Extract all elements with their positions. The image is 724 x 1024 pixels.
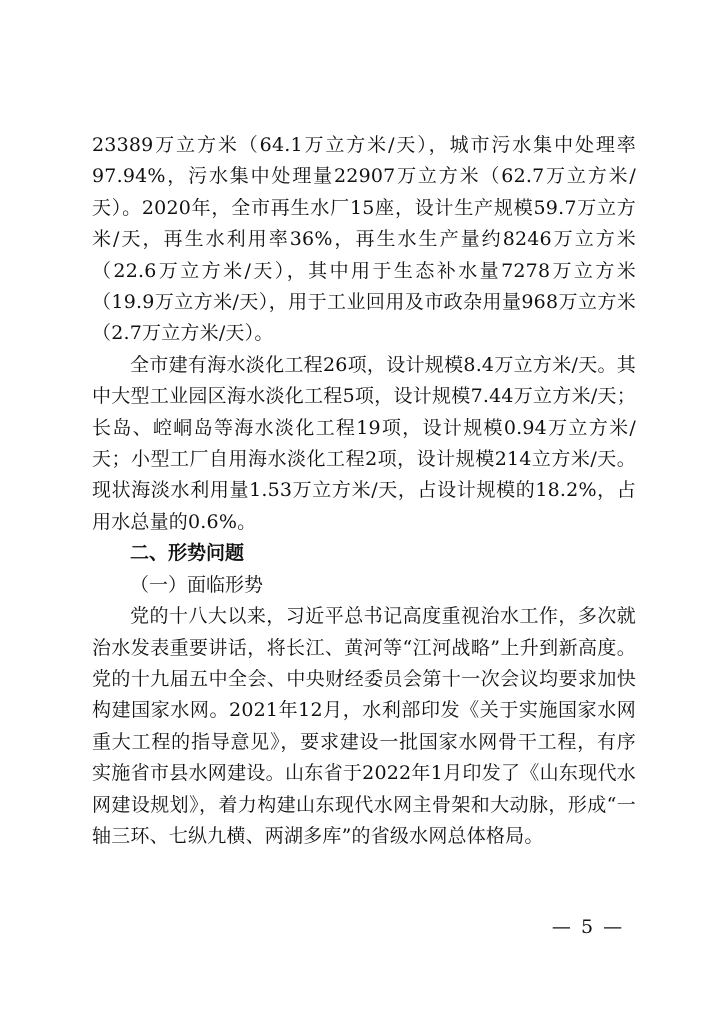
document-body	[92, 130, 636, 852]
paragraph-desalination: 全市建有海水淡化工程26项，设计规模8.4万立方米/天。其中大型工业园区海水淡化工程5项，设计规模7.44万立方米/天；长岛、崆峒岛等海水淡化工程19项，设计规模0.94万立方米/天；小型工厂自用海水淡化工程2项，设计规模214立方米/天。现状海淡水利用量1.53万立方米/天，占设计规模的18.2%，占用水总量的0.6%。	[92, 353, 636, 533]
subsection-heading: （一）面临形势	[130, 573, 264, 596]
page-number: — 5 —	[551, 916, 625, 938]
section-heading: 二、形势问题	[130, 542, 245, 565]
paragraph-wastewater-reuse: 23389万立方米（64.1万立方米/天），城市污水集中处理率97.94%，污水集中处理量22907万立方米（62.7万立方米/天）。2020年，全市再生水厂15座，设计生产规模59.7万立方米/天，再生水利用率36%，再生水生产量约8246万立方米（22.6万立方米/天），其中用于生态补水量7278万立方米（19.9万立方米/天），用于工业回用及市政杂用量968万立方米（2.7万立方米/天）。	[92, 134, 636, 345]
paragraph-situation: 党的十八大以来，习近平总书记高度重视治水工作，多次就治水发表重要讲话，将长江、黄河等“江河战略”上升到新高度。党的十九届五中全会、中央财经委员会第十一次会议均要求加快构建国家水网。2021年12月，水利部印发《关于实施国家水网重大工程的指导意见》，要求建设一批国家水网骨干工程，有序实施省市县水网建设。山东省于2022年1月印发了《山东现代水网建设规划》，着力构建山东现代水网主骨架和大动脉，形成“一轴三环、七纵九横、两湖多库”的省级水网总体格局。	[92, 605, 636, 847]
